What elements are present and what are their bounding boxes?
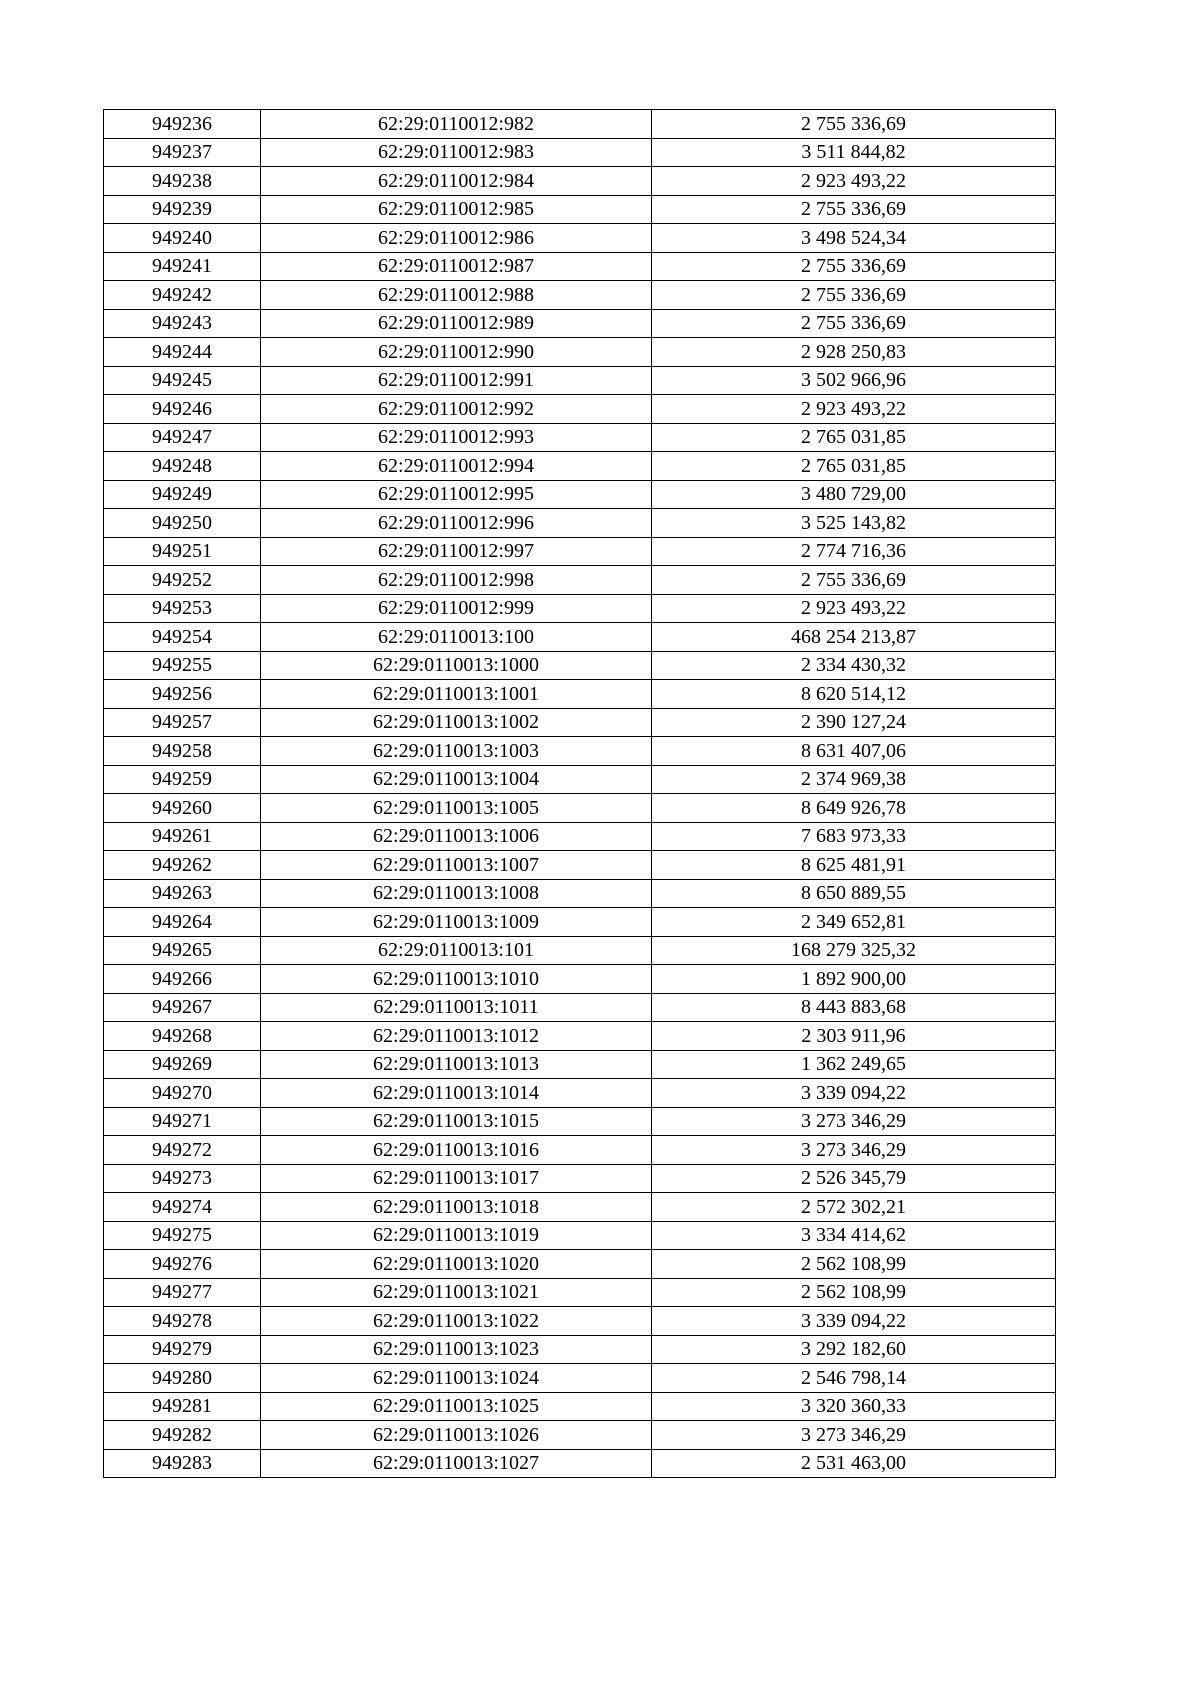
cadastral-number-cell: 62:29:0110012:993 [261,423,652,452]
cadastral-value-cell: 168 279 325,32 [652,936,1056,965]
table-row [104,822,1056,851]
row-number-cell: 949256 [104,680,261,709]
cadastral-number-cell: 62:29:0110012:986 [261,224,652,253]
row-number-cell: 949249 [104,480,261,509]
table-row [104,395,1056,424]
row-number-cell: 949278 [104,1307,261,1336]
row-number-cell: 949279 [104,1335,261,1364]
cadastral-value-cell: 2 572 302,21 [652,1193,1056,1222]
cadastral-value-cell: 2 334 430,32 [652,651,1056,680]
cadastral-value-cell: 468 254 213,87 [652,623,1056,652]
row-number-cell: 949264 [104,908,261,937]
cadastral-number-cell: 62:29:0110013:1022 [261,1307,652,1336]
row-number-cell: 949263 [104,879,261,908]
cadastral-number-cell: 62:29:0110012:998 [261,566,652,595]
row-number-cell: 949260 [104,794,261,823]
table-row [104,765,1056,794]
cadastral-value-cell: 2 923 493,22 [652,594,1056,623]
cadastral-number-cell: 62:29:0110012:987 [261,252,652,281]
cadastral-value-cell: 1 892 900,00 [652,965,1056,994]
cadastral-value-cell: 3 334 414,62 [652,1221,1056,1250]
row-number-cell: 949248 [104,452,261,481]
cadastral-number-cell: 62:29:0110012:982 [261,110,652,139]
table-row [104,965,1056,994]
cadastral-value-cell: 2 349 652,81 [652,908,1056,937]
row-number-cell: 949281 [104,1392,261,1421]
table-row [104,1392,1056,1421]
cadastral-number-cell: 62:29:0110013:1024 [261,1364,652,1393]
row-number-cell: 949277 [104,1278,261,1307]
cadastral-number-cell: 62:29:0110013:1020 [261,1250,652,1279]
cadastral-value-cell: 3 480 729,00 [652,480,1056,509]
table-row [104,879,1056,908]
table-row [104,1307,1056,1336]
cadastral-number-cell: 62:29:0110013:1017 [261,1164,652,1193]
table-row [104,566,1056,595]
table-row [104,452,1056,481]
cadastral-number-cell: 62:29:0110012:983 [261,138,652,167]
table-row [104,737,1056,766]
cadastral-value-cell: 2 755 336,69 [652,252,1056,281]
row-number-cell: 949251 [104,537,261,566]
cadastral-value-cell: 8 631 407,06 [652,737,1056,766]
cadastral-value-table [103,109,1056,1478]
cadastral-value-cell: 2 774 716,36 [652,537,1056,566]
row-number-cell: 949269 [104,1050,261,1079]
table-row [104,1136,1056,1165]
cadastral-value-cell: 2 755 336,69 [652,281,1056,310]
table-row [104,708,1056,737]
cadastral-number-cell: 62:29:0110013:1008 [261,879,652,908]
cadastral-value-cell: 2 531 463,00 [652,1449,1056,1478]
table-row [104,1164,1056,1193]
row-number-cell: 949252 [104,566,261,595]
cadastral-number-cell: 62:29:0110013:1021 [261,1278,652,1307]
cadastral-value-cell: 2 923 493,22 [652,167,1056,196]
row-number-cell: 949261 [104,822,261,851]
table-row [104,1221,1056,1250]
table-row [104,110,1056,139]
table-row [104,138,1056,167]
cadastral-number-cell: 62:29:0110013:1023 [261,1335,652,1364]
row-number-cell: 949270 [104,1079,261,1108]
table-row [104,1079,1056,1108]
table-row [104,281,1056,310]
row-number-cell: 949273 [104,1164,261,1193]
cadastral-value-cell: 2 755 336,69 [652,110,1056,139]
table-row [104,993,1056,1022]
cadastral-number-cell: 62:29:0110013:1002 [261,708,652,737]
table-row [104,537,1056,566]
row-number-cell: 949245 [104,366,261,395]
cadastral-number-cell: 62:29:0110013:1010 [261,965,652,994]
row-number-cell: 949240 [104,224,261,253]
row-number-cell: 949259 [104,765,261,794]
cadastral-value-cell: 2 546 798,14 [652,1364,1056,1393]
cadastral-value-cell: 2 755 336,69 [652,195,1056,224]
table-body [104,110,1056,1478]
cadastral-value-cell: 2 562 108,99 [652,1250,1056,1279]
row-number-cell: 949247 [104,423,261,452]
row-number-cell: 949274 [104,1193,261,1222]
table-row [104,1250,1056,1279]
row-number-cell: 949262 [104,851,261,880]
cadastral-value-cell: 2 562 108,99 [652,1278,1056,1307]
table-row [104,908,1056,937]
row-number-cell: 949250 [104,509,261,538]
table-row [104,1022,1056,1051]
row-number-cell: 949241 [104,252,261,281]
cadastral-number-cell: 62:29:0110012:996 [261,509,652,538]
cadastral-value-cell: 3 320 360,33 [652,1392,1056,1421]
row-number-cell: 949258 [104,737,261,766]
cadastral-value-cell: 3 498 524,34 [652,224,1056,253]
cadastral-value-cell: 3 292 182,60 [652,1335,1056,1364]
cadastral-value-cell: 1 362 249,65 [652,1050,1056,1079]
table-row [104,936,1056,965]
cadastral-number-cell: 62:29:0110013:1026 [261,1421,652,1450]
cadastral-number-cell: 62:29:0110013:1007 [261,851,652,880]
cadastral-value-cell: 8 625 481,91 [652,851,1056,880]
cadastral-number-cell: 62:29:0110013:1015 [261,1107,652,1136]
cadastral-value-cell: 2 765 031,85 [652,452,1056,481]
row-number-cell: 949244 [104,338,261,367]
cadastral-number-cell: 62:29:0110012:992 [261,395,652,424]
cadastral-value-cell: 3 339 094,22 [652,1307,1056,1336]
cadastral-number-cell: 62:29:0110012:989 [261,309,652,338]
cadastral-value-cell: 2 303 911,96 [652,1022,1056,1051]
row-number-cell: 949242 [104,281,261,310]
cadastral-value-cell: 3 273 346,29 [652,1107,1056,1136]
cadastral-number-cell: 62:29:0110013:1003 [261,737,652,766]
table-row [104,680,1056,709]
table-row [104,1449,1056,1478]
table-row [104,794,1056,823]
cadastral-number-cell: 62:29:0110012:984 [261,167,652,196]
row-number-cell: 949255 [104,651,261,680]
cadastral-number-cell: 62:29:0110013:1025 [261,1392,652,1421]
row-number-cell: 949239 [104,195,261,224]
cadastral-number-cell: 62:29:0110012:997 [261,537,652,566]
table-row [104,224,1056,253]
row-number-cell: 949246 [104,395,261,424]
cadastral-number-cell: 62:29:0110013:1018 [261,1193,652,1222]
table-row [104,1050,1056,1079]
row-number-cell: 949282 [104,1421,261,1450]
table-row [104,309,1056,338]
row-number-cell: 949266 [104,965,261,994]
cadastral-value-cell: 3 502 966,96 [652,366,1056,395]
cadastral-number-cell: 62:29:0110012:995 [261,480,652,509]
cadastral-number-cell: 62:29:0110013:1027 [261,1449,652,1478]
table-row [104,1335,1056,1364]
row-number-cell: 949272 [104,1136,261,1165]
cadastral-number-cell: 62:29:0110013:1011 [261,993,652,1022]
cadastral-value-cell: 2 390 127,24 [652,708,1056,737]
table-row [104,252,1056,281]
cadastral-value-cell: 8 649 926,78 [652,794,1056,823]
cadastral-number-cell: 62:29:0110013:100 [261,623,652,652]
cadastral-number-cell: 62:29:0110013:1005 [261,794,652,823]
cadastral-number-cell: 62:29:0110012:985 [261,195,652,224]
row-number-cell: 949237 [104,138,261,167]
cadastral-number-cell: 62:29:0110012:988 [261,281,652,310]
table-row [104,509,1056,538]
cadastral-value-cell: 2 374 969,38 [652,765,1056,794]
table-row [104,1364,1056,1393]
cadastral-number-cell: 62:29:0110013:1004 [261,765,652,794]
cadastral-value-cell: 7 683 973,33 [652,822,1056,851]
table-row [104,366,1056,395]
row-number-cell: 949283 [104,1449,261,1478]
cadastral-number-cell: 62:29:0110013:1012 [261,1022,652,1051]
row-number-cell: 949276 [104,1250,261,1279]
row-number-cell: 949254 [104,623,261,652]
cadastral-value-cell: 2 755 336,69 [652,309,1056,338]
cadastral-value-cell: 3 273 346,29 [652,1136,1056,1165]
cadastral-value-cell: 3 273 346,29 [652,1421,1056,1450]
cadastral-number-cell: 62:29:0110012:994 [261,452,652,481]
table-row [104,423,1056,452]
cadastral-number-cell: 62:29:0110013:1016 [261,1136,652,1165]
cadastral-number-cell: 62:29:0110012:991 [261,366,652,395]
cadastral-value-cell: 3 339 094,22 [652,1079,1056,1108]
row-number-cell: 949271 [104,1107,261,1136]
row-number-cell: 949267 [104,993,261,1022]
cadastral-number-cell: 62:29:0110013:1009 [261,908,652,937]
cadastral-number-cell: 62:29:0110013:1000 [261,651,652,680]
row-number-cell: 949253 [104,594,261,623]
table-row [104,651,1056,680]
row-number-cell: 949265 [104,936,261,965]
cadastral-value-cell: 3 525 143,82 [652,509,1056,538]
row-number-cell: 949268 [104,1022,261,1051]
cadastral-value-cell: 2 526 345,79 [652,1164,1056,1193]
cadastral-value-cell: 3 511 844,82 [652,138,1056,167]
table-row [104,623,1056,652]
cadastral-number-cell: 62:29:0110013:1006 [261,822,652,851]
cadastral-value-cell: 8 443 883,68 [652,993,1056,1022]
cadastral-number-cell: 62:29:0110012:990 [261,338,652,367]
cadastral-number-cell: 62:29:0110012:999 [261,594,652,623]
cadastral-number-cell: 62:29:0110013:1013 [261,1050,652,1079]
table-row [104,594,1056,623]
cadastral-value-cell: 2 765 031,85 [652,423,1056,452]
table-row [104,195,1056,224]
table-row [104,1421,1056,1450]
cadastral-value-cell: 2 928 250,83 [652,338,1056,367]
cadastral-number-cell: 62:29:0110013:1014 [261,1079,652,1108]
table-row [104,167,1056,196]
row-number-cell: 949238 [104,167,261,196]
cadastral-number-cell: 62:29:0110013:101 [261,936,652,965]
table-row [104,480,1056,509]
cadastral-number-cell: 62:29:0110013:1019 [261,1221,652,1250]
cadastral-value-cell: 8 650 889,55 [652,879,1056,908]
row-number-cell: 949257 [104,708,261,737]
row-number-cell: 949243 [104,309,261,338]
table-row [104,338,1056,367]
cadastral-value-cell: 8 620 514,12 [652,680,1056,709]
table-row [104,1193,1056,1222]
cadastral-value-cell: 2 923 493,22 [652,395,1056,424]
row-number-cell: 949275 [104,1221,261,1250]
table-row [104,851,1056,880]
cadastral-number-cell: 62:29:0110013:1001 [261,680,652,709]
row-number-cell: 949236 [104,110,261,139]
cadastral-value-cell: 2 755 336,69 [652,566,1056,595]
row-number-cell: 949280 [104,1364,261,1393]
table-row [104,1107,1056,1136]
table-row [104,1278,1056,1307]
